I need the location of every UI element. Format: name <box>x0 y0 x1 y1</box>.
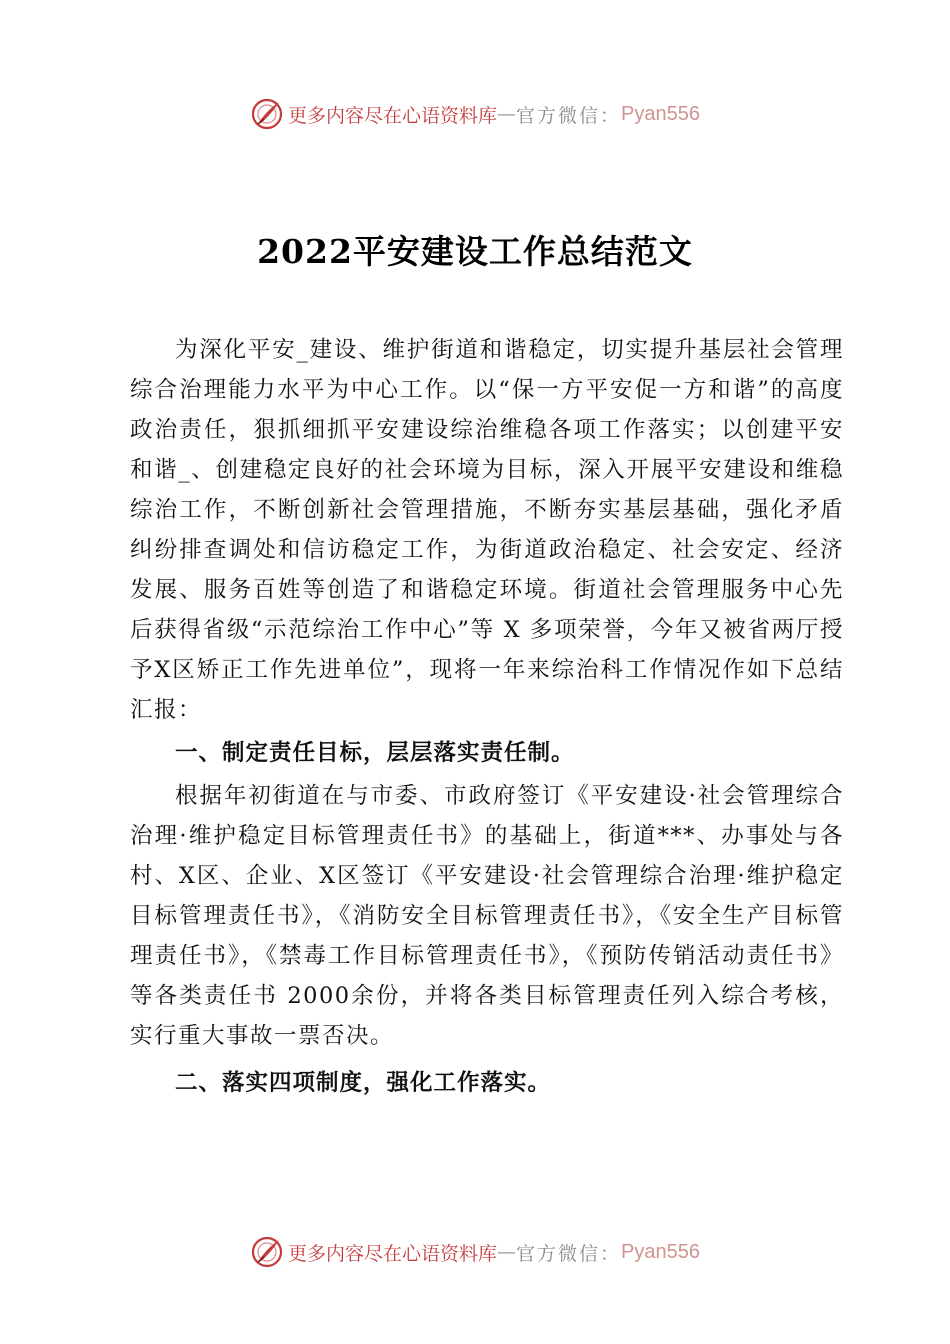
wechat-account: Pyan556 <box>621 102 700 125</box>
quill-logo-icon <box>250 97 284 131</box>
section-1-heading: 一、制定责任目标，层层落实责任制。 <box>175 740 575 766</box>
quill-logo-icon <box>250 1235 284 1269</box>
wechat-account: Pyan556 <box>621 1240 700 1263</box>
document-body <box>130 330 844 1106</box>
intro-paragraph: 为深化平安_建设、维护街道和谐稳定，切实提升基层社会管理综合治理能力水平为中心工作。以“保一方平安促一方和谐”的高度政治责任，狠抓细抓平安建设综治维稳各项工作落实；以创建平安和谐_、创建稳定良好的社会环境为目标，深入开展平安建设和维稳综治工作，不断创新社会管理措施，不断夯实基层基础，强化矛盾纠纷排查调处和信访稳定工作，为街道政治稳定、社会安定、经济发展、服务百姓等创造了和谐稳定环境。街道社会管理服务中心先后获得省级“示范综治工作中心”等 X 多项荣誉，今年又被省两厅授予X区矫正工作先进单位”，现将一年来综治科工作情况作如下总结汇报： <box>130 337 844 723</box>
wechat-label: 官方微信： <box>516 1242 622 1265</box>
separator-dash: — <box>497 1241 517 1263</box>
footer-watermark-banner <box>0 1230 950 1274</box>
header-watermark-banner <box>0 92 950 136</box>
document-title: 2022平安建设工作总结范文 <box>257 232 693 271</box>
promo-text: 更多内容尽在心语资料库 <box>288 1242 498 1265</box>
section-1-paragraph: 根据年初街道在与市委、市政府签订《平安建设·社会管理综合治理·维护稳定目标管理责任书》的基础上，街道***、办事处与各村、X区、企业、X区签订《平安建设·社会管理综合治理·维护稳定目标管理责任书》，《消防安全目标管理责任书》，《安全生产目标管理责任书》，《禁毒工作目标管理责任书》，《预防传销活动责任书》等各类责任书 2000余份，并将各类目标管理责任列入综合考核，实行重大事故一票否决。 <box>130 783 844 1049</box>
wechat-label: 官方微信： <box>516 104 622 127</box>
promo-text: 更多内容尽在心语资料库 <box>288 104 498 127</box>
section-2-heading: 二、落实四项制度，强化工作落实。 <box>175 1070 552 1096</box>
separator-dash: — <box>497 103 517 125</box>
